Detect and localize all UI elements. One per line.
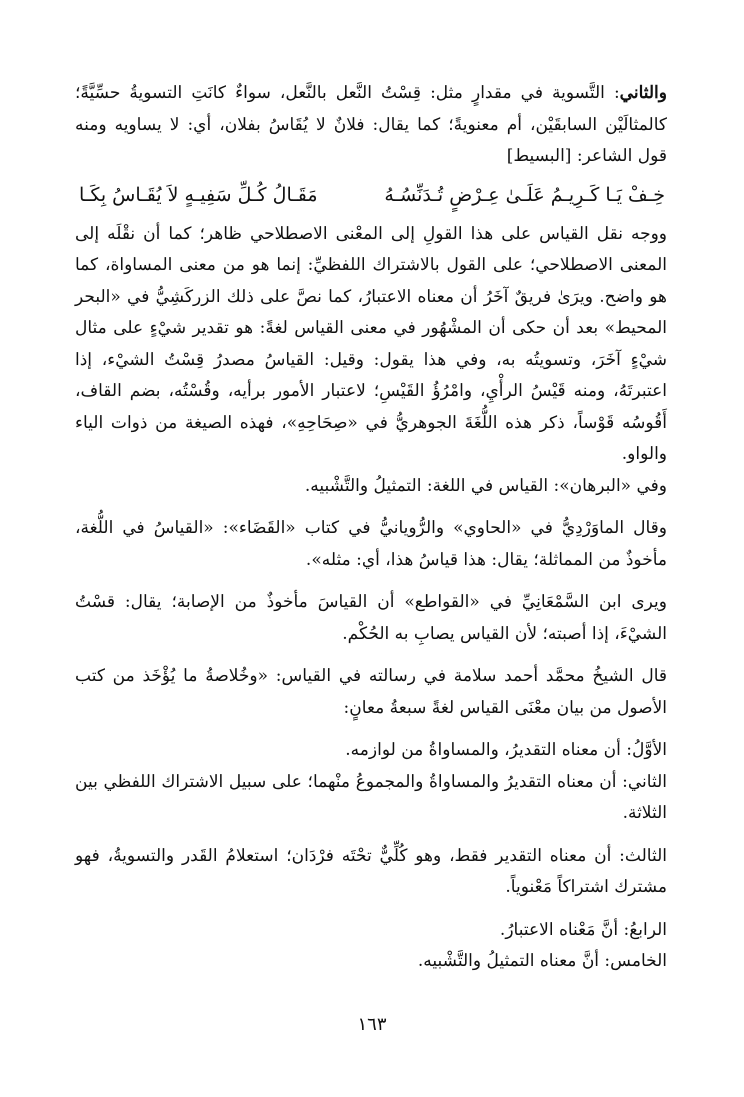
paragraph-lead-word: والثاني: [619, 83, 667, 103]
verse-hemistich-second: مَقَـالُ كُـلِّ سَفِيـهٍ لاَ يُقَـاسُ بِكَـا: [79, 183, 318, 206]
verse-hemistich-first: خِـفْ يَـا كَـرِيـمُ عَلَـىٰ عِـرْضٍ تُـدَنِّسُـهُ: [384, 183, 665, 206]
list-item-third-meaning: الثالث: أن معناه التقدير فقط، وهو كُلِّيٌّ تحْتَه فرْدَان؛ استعلامُ القَدر والتسويةُ، فهو مشترك اشتراكاً مَعْنوياً.: [75, 845, 667, 897]
paragraph-text: : التَّسوية في مقدارٍ مثل: قِسْتُ النَّعل بالنَّعل، سواءٌ كانَتِ التسويةُ حسِّيَّةً؛ كالمثالَيْن السابقَيْن، أم معنويةً؛ كما يقال: فلانٌ لا يُقَاسُ بفلان، أي: لا يساويه ومنه قول الشاعر: [البسيط]: [75, 83, 667, 166]
paragraph: ويرى ابن السَّمْعَانِيِّ في «القواطع» أن القياسَ مأخوذٌ من الإصابة؛ يقال: قسْتُ الشيْءَ، إذا أصبته؛ لأن القياس يصابِ به الحُكْم.: [75, 592, 667, 644]
list-item-first-meaning: الأوَّلُ: أن معناه التقديرُ، والمساواةُ من لوازمه.: [345, 740, 667, 760]
paragraph: ووجه نقل القياس على هذا القولِ إلى المعْنى الاصطلاحي ظاهر؛ كما أن نقْلَه إلى المعنى الاصطلاحي؛ على القول بالاشتراك اللفظيِّ: إنما هو من معنى المساواة، كما هو واضح. ويرَىٰ فريقٌ آخَرُ أن معناه الاعتبارُ، كما نصَّ على ذلك الزركَشِيُّ في «البحر المحيط» بعد أن حكى أن المشْهُور في معنى القياس لغةً: هو تقدير شيْءٍ على مثال شيْءٍ آخَرَ، وتسويتُه به، وفي هذا يقول: وقيل: القياسُ مصدرُ قِسْتُ الشيْء، إذا اعتبرتَهُ، ومنه قَيْسُ الرأْيِ، وامْرُؤُ القَيْسِ؛ لاعتبار الأمور برأيه، وقُسْتُه، بضم القاف، أَقُوسُه قَوْساً، ذكر هذه اللُّغَةَ الجوهريُّ في «صِحَاحِهِ»، فهذه الصيغة من ذوات الياء والواو.: [75, 223, 667, 464]
list-item-fourth-meaning: الرابعُ: أنَّ مَعْناه الاعتبارُ.: [499, 919, 667, 940]
paragraph-second-meaning: [75, 78, 667, 173]
paragraph: وفي «البرهان»: القياس في اللغة: التمثيلُ والتَّشْبيه.: [304, 475, 667, 496]
paragraph: وقال الماوَرْدِيُّ في «الحاوي» والرُّويانيُّ في كتاب «القَضَاء»: «القياسُ في اللُّغة، مأخوذٌ من المماثلة؛ يقال: هذا قياسُ هذا، أي: مثله».: [75, 518, 667, 570]
page-text-block: [75, 78, 667, 978]
list-item-fifth-meaning: الخامس: أنَّ معناه التمثيلُ والتَّشْبيه.: [417, 951, 667, 971]
page-number: ١٦٣: [357, 1014, 387, 1035]
list-item-second-meaning: الثاني: أن معناه التقديرُ والمساواةُ والمجموعُ منْهما؛ على سبيل الاشتراك اللفظي بين الثلاثة.: [75, 771, 667, 823]
poetry-verse: [75, 177, 667, 213]
paragraph: قال الشيخُ محمَّد أحمد سلامة في رسالته في القياس: «وخُلاصةُ ما يُؤْخَذ من كتب الأصول من بيان معْنَى القياس لغةً سبعةُ معانٍ:: [75, 666, 667, 718]
